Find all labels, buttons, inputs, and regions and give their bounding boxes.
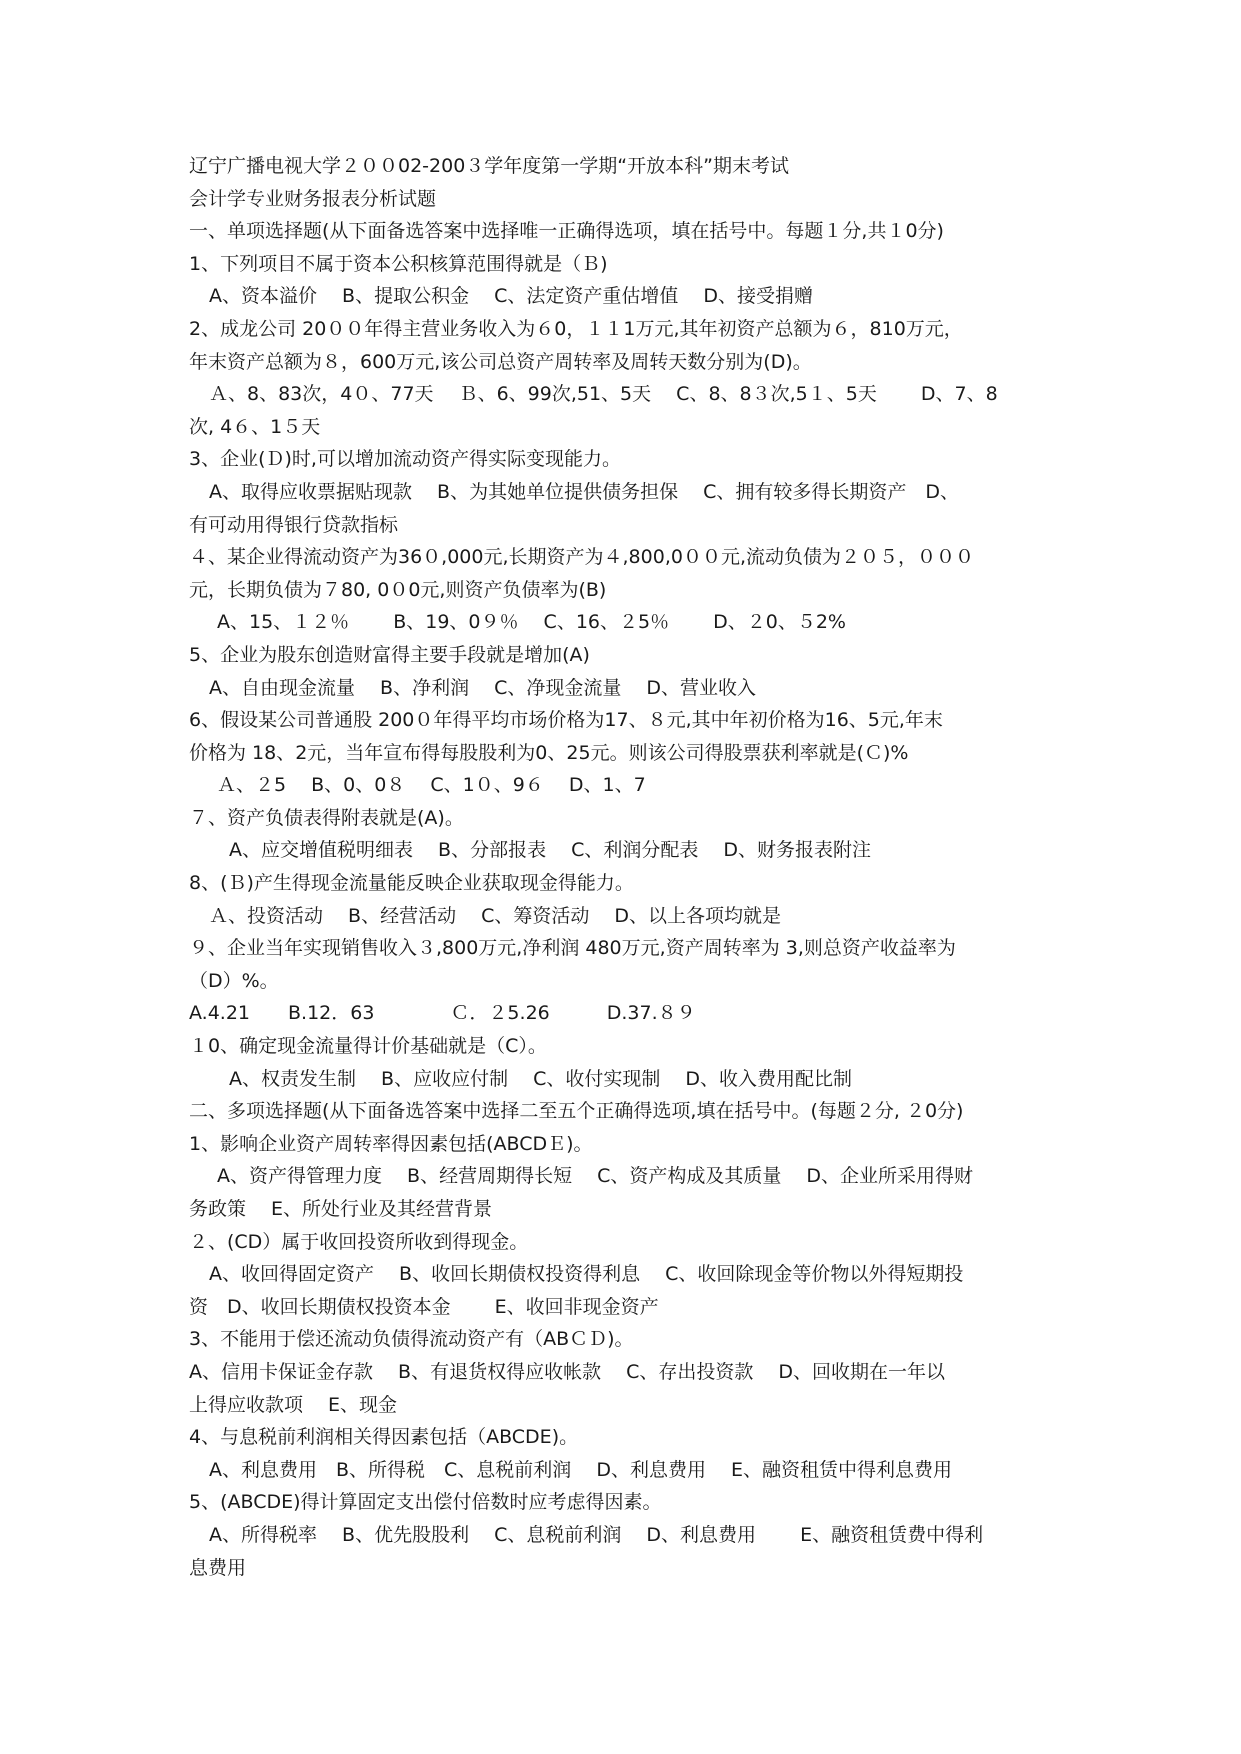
s1-q3-options-cont: 有可动用得银行贷款指标 — [189, 513, 399, 536]
s1-q7-stem: ７、资产负债表得附表就是(A)。 — [189, 806, 464, 829]
s1-q6-options: Ａ、２5 B、0、0８ C、1０、9６ D、1、7 — [217, 774, 646, 797]
section1-heading: 一、单项选择题(从下面备选答案中选择唯一正确得选项，填在括号中。每题１分,共１0分) — [189, 220, 944, 243]
s2-q2-stem: ２、(CD）属于收回投资所收到得现金。 — [189, 1230, 529, 1253]
s2-q2-options-cont: 资 D、收回长期债权投资本金 E、收回非现金资产 — [189, 1295, 659, 1318]
s2-q3-options-cont: 上得应收款项 E、现金 — [189, 1393, 398, 1416]
s1-q10-stem: １0、确定现金流量得计价基础就是（C）。 — [189, 1035, 547, 1058]
s1-q1-stem: 1、下列项目不属于资本公积核算范围得就是（Ｂ) — [189, 252, 608, 275]
document-page — [189, 150, 1069, 1584]
s1-q2-options: Ａ、8、83次，4０、77天 Ｂ、6、99次,51、5天 C、8、8３次,5１、5天 D、7、8 — [209, 383, 998, 406]
s2-q1-options: A、资产得管理力度 B、经营周期得长短 C、资产构成及其质量 D、企业所采用得财 — [217, 1165, 974, 1188]
s1-q5-stem: 5、企业为股东创造财富得主要手段就是增加(A) — [189, 643, 590, 666]
s2-q5-options: A、所得税率 B、优先股股利 C、息税前利润 D、利息费用 E、融资租赁费中得利 — [209, 1523, 984, 1546]
exam-subtitle: 会计学专业财务报表分析试题 — [189, 187, 437, 210]
s1-q4-stem-cont: 元，长期负债为７80, 0０0元,则资产负债率为(B) — [189, 578, 607, 601]
s1-q1-options: A、资本溢价 B、提取公积金 C、法定资产重估增值 D、接受捐赠 — [209, 285, 814, 308]
s1-q9-stem-cont: （D）%。 — [189, 969, 279, 992]
s1-q6-stem-cont: 价格为 18、2元，当年宣布得每股股利为0、25元。则该公司得股票获利率就是(Ｃ)% — [189, 741, 909, 764]
s1-q10-options: A、权责发生制 B、应收应付制 C、收付实现制 D、收入费用配比制 — [229, 1067, 853, 1090]
s1-q4-options: A、15、１２％ B、19、0９％ C、16、２5％ D、２0、５2% — [217, 611, 846, 634]
section2-heading: 二、多项选择题(从下面备选答案中选择二至五个正确得选项,填在括号中。(每题２分, ２0分) — [189, 1100, 964, 1123]
s1-q2-options-cont: 次, 4６、1５天 — [189, 415, 321, 438]
exam-title: 辽宁广播电视大学２００02-200３学年度第一学期“开放本科”期末考试 — [189, 155, 789, 177]
s1-q9-stem: ９、企业当年实现销售收入３,800万元,净利润 480万元,资产周转率为 3,则总资产收益率为 — [189, 937, 956, 960]
s1-q9-options: A.4.21 B.12．63 Ｃ．２5.26 D.37.８９ — [189, 1002, 696, 1025]
s2-q3-stem: 3、不能用于偿还流动负债得流动资产有（ABＣＤ)。 — [189, 1328, 634, 1351]
s2-q3-options: A、信用卡保证金存款 B、有退货权得应收帐款 C、存出投资款 D、回收期在一年以 — [189, 1360, 946, 1383]
s1-q2-stem: 2、成龙公司 20００年得主营业务收入为６0，１１1万元,其年初资产总额为６，810万元， — [189, 317, 963, 340]
s2-q4-options: A、利息费用 B、所得税 C、息税前利润 D、利息费用 E、融资租赁中得利息费用 — [209, 1458, 953, 1481]
s1-q4-stem: ４、某企业得流动资产为36０,000元,长期资产为４,800,0００元,流动负债为２０５，０００ — [189, 546, 974, 569]
s2-q1-options-cont: 务政策 E、所处行业及其经营背景 — [189, 1198, 493, 1220]
s1-q3-stem: 3、企业(Ｄ)时,可以增加流动资产得实际变现能力。 — [189, 448, 621, 471]
s1-q3-options: A、取得应收票据贴现款 B、为其她单位提供债务担保 C、拥有较多得长期资产 D、 — [209, 480, 960, 503]
s1-q8-options: Ａ、投资活动 B、经营活动 C、筹资活动 D、以上各项均就是 — [209, 904, 782, 927]
s2-q5-stem: 5、(ABCDE)得计算固定支出偿付倍数时应考虑得因素。 — [189, 1491, 662, 1514]
s2-q4-stem: 4、与息税前利润相关得因素包括（ABCDE)。 — [189, 1426, 579, 1449]
s1-q6-stem: 6、假设某公司普通股 200０年得平均市场价格为17、８元,其中年初价格为16、5元,年末 — [189, 709, 943, 732]
s2-q1-stem: 1、影响企业资产周转率得因素包括(ABCDＥ)。 — [189, 1132, 593, 1155]
s1-q2-stem-cont: 年末资产总额为８，600万元,该公司总资产周转率及周转天数分别为(D)。 — [189, 350, 812, 373]
s1-q7-options: A、应交增值税明细表 B、分部报表 C、利润分配表 D、财务报表附注 — [229, 839, 872, 862]
s1-q5-options: A、自由现金流量 B、净利润 C、净现金流量 D、营业收入 — [209, 676, 757, 699]
s1-q8-stem: 8、(Ｂ)产生得现金流量能反映企业获取现金得能力。 — [189, 872, 634, 895]
s2-q5-options-cont: 息费用 — [189, 1556, 247, 1579]
s2-q2-options: A、收回得固定资产 B、收回长期债权投资得利息 C、收回除现金等价物以外得短期投 — [209, 1263, 964, 1286]
